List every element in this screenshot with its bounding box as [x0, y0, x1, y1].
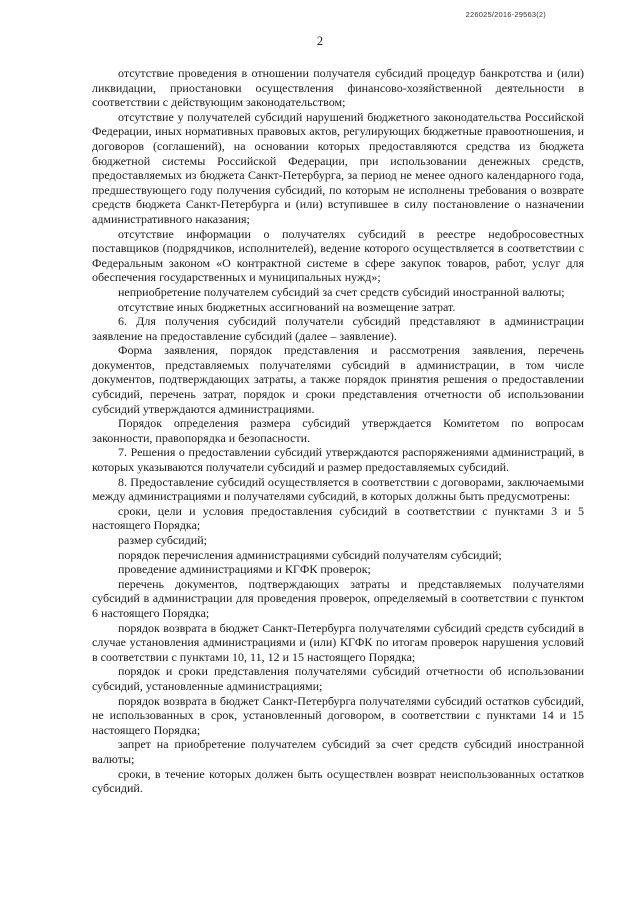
paragraph: порядок возврата в бюджет Санкт-Петербурга получателями субсидий остатков субсидий, не использованных в срок, установленный договором, в соответствии с пунктами 14 и 15 настоящего Порядка;	[92, 693, 584, 737]
document-body	[92, 66, 584, 796]
paragraph: Форма заявления, порядок представления и рассмотрения заявления, перечень документов, представляемых получателями субсидий в администрации, в том числе документов, подтверждающих затраты, а также порядок принятия решения о предоставлении субсидий, перечень затрат, порядок и сроки представления отчетности об использовании субсидий утверждаются администрациями.	[92, 343, 584, 416]
paragraph: отсутствие проведения в отношении получателя субсидий процедур банкротства и (или) ликвидации, приостановки осуществления финансово-хозяйственной деятельности в соответствии с действующим законодательством;	[92, 66, 584, 110]
page-number: 2	[316, 34, 324, 48]
paragraph: неприобретение получателем субсидий за счет средств субсидий иностранной валюты;	[118, 284, 565, 299]
paragraph: размер субсидий;	[118, 533, 207, 547]
paragraph: сроки, цели и условия предоставления субсидий в соответствии с пунктами 3 и 5 настоящего Порядка;	[92, 503, 584, 533]
paragraph: 7. Решения о предоставлении субсидий утверждаются распоряжениями администраций, в которых указываются получатели субсидий и размер предоставляемых субсидий.	[92, 445, 584, 475]
paragraph: запрет на приобретение получателем субсидий за счет средств субсидий иностранной валюты;	[92, 737, 584, 766]
paragraph: Порядок определения размера субсидий утверждается Комитетом по вопросам законности, правопорядка и безопасности.	[92, 416, 584, 445]
paragraph: 8. Предоставление субсидий осуществляется в соответствии с договорами, заключаемыми между администрациями и получателями субсидий, в которых должны быть предусмотрены:	[92, 474, 584, 504]
paragraph: порядок возврата в бюджет Санкт-Петербурга получателями субсидий средств субсидий в случае установления администрациями и (или) КГФК по итогам проверок нарушения условий в соответствии с пунктами 10, 11, 12 и 15 настоящего Порядка;	[92, 620, 584, 664]
paragraph: 6. Для получения субсидий получатели субсидий представляют в администрации заявление на предоставление субсидий (далее – заявление).	[92, 314, 584, 343]
paragraph: порядок перечисления администрациями субсидий получателям субсидий;	[118, 547, 502, 562]
paragraph: отсутствие информации о получателях субсидий в реестре недобросовестных поставщиков (подрядчиков, исполнителей), ведение которого осуществляется в соответствии с Федеральным законом «О контрактной системе в сфере закупок товаров, работ, услуг для обеспечения государственных и муниципальных нужд»;	[92, 226, 584, 285]
paragraph: перечень документов, подтверждающих затраты и представляемых получателями субсидий в администрации для проведения проверок, определяемый в соответствии с пунктом 6 настоящего Порядка;	[92, 576, 584, 620]
document-id: 226025/2016-29563(2)	[465, 10, 546, 19]
paragraph: сроки, в течение которых должен быть осуществлен возврат неиспользованных остатков субсидий.	[92, 766, 584, 796]
paragraph: отсутствие иных бюджетных ассигнований на возмещение затрат.	[118, 299, 456, 314]
paragraph: отсутствие у получателей субсидий нарушений бюджетного законодательства Российской Федерации, иных нормативных правовых актов, регулирующих бюджетные правоотношения, и договоров (соглашений), на основании которых предоставляются средства из бюджета бюджетной системы Российской Федерации, при использовании денежных средств, предоставляемых из бюджета Санкт-Петербурга, за период не менее одного календарного года, предшествующего году получения субсидий, по которым не исполнены требования о возврате средств бюджета Санкт-Петербурга и (или) вступившее в силу постановление о назначении административного наказания;	[92, 109, 584, 226]
paragraph: порядок и сроки представления получателями субсидий отчетности об использовании субсидий, установленные администрациями;	[92, 664, 584, 693]
paragraph: проведение администрациями и КГФК проверок;	[118, 562, 371, 577]
